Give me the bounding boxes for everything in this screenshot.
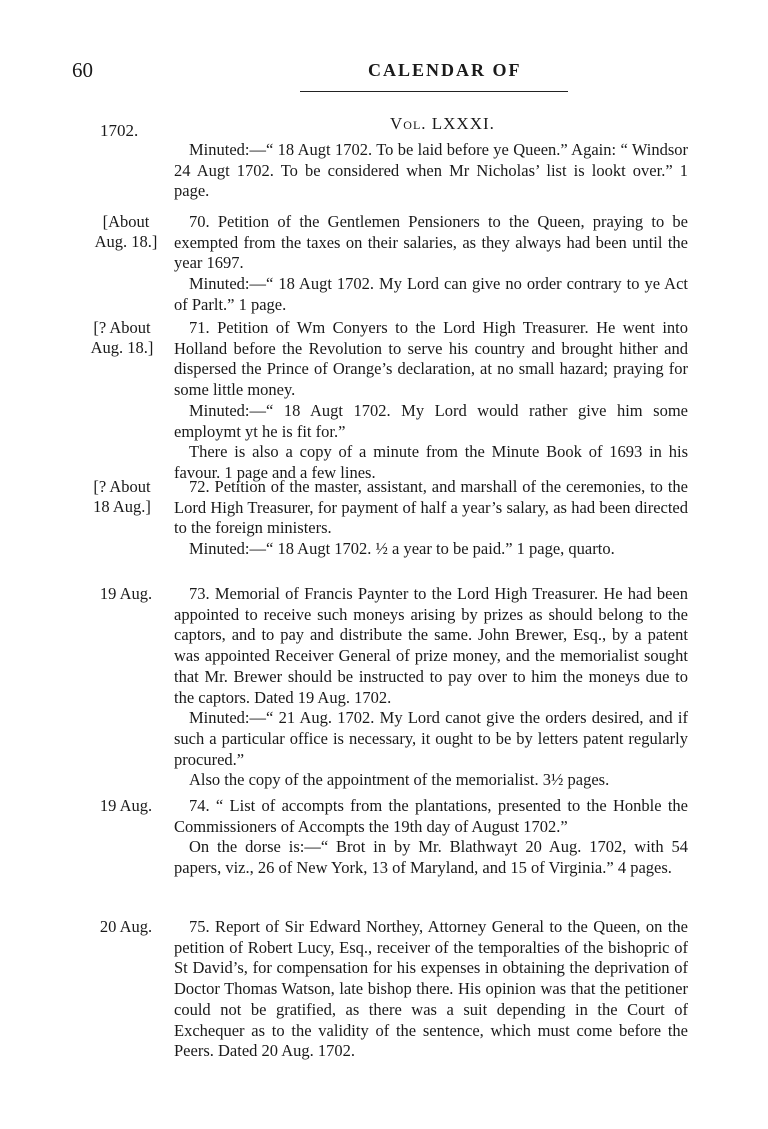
page-number: 60 (72, 58, 93, 82)
entry-date: [? About 18 Aug.] (93, 477, 151, 516)
entry-paragraph: 72. Petition of the master, assistant, and marshall of the ceremonies, to the Lord High Treasurer, for payment of half a year’s salary, as had been directed to the foreign ministers. (174, 477, 688, 538)
entry-body (174, 796, 688, 879)
entry-body (174, 212, 688, 316)
entry-date: [? About Aug. 18.] (90, 318, 154, 357)
entry-minute: Minuted:—“ 18 Augt 1702. My Lord can give no order contrary to ye Act of Parlt.” 1 page. (174, 274, 688, 314)
volume-heading: Vol. LXXXI. (390, 114, 495, 133)
entry-minute: Minuted:—“ 21 Aug. 1702. My Lord canot give the orders desired, and if such a particular office is necessary, it ought to be by letters patent regularly procured.” (174, 708, 688, 769)
entry-note: Also the copy of the appointment of the memorialist. 3½ pages. (189, 770, 610, 790)
entry-body (174, 140, 688, 202)
entry-paragraph: 74. “ List of accompts from the plantations, presented to the Honble the Commissioners of Accompts the 19th day of August 1702.” (174, 796, 688, 836)
year-marginal: 1702. (100, 121, 139, 140)
entry-date: 20 Aug. (99, 917, 153, 936)
entry-minute: Minuted:—“ 18 Augt 1702. ½ a year to be paid.” 1 page, quarto. (189, 539, 615, 559)
entry-body (174, 917, 688, 1062)
entry-date: 19 Aug. (99, 796, 153, 815)
title-rule (300, 91, 568, 92)
entry-paragraph: 75. Report of Sir Edward Northey, Attorney General to the Queen, on the petition of Robert Lucy, Esq., receiver of the temporalties of the bishopric of St David’s, for compensation for his expenses in obtaining the deprivation of Doctor Thomas Watson, late bishop there. His opinion was that the petitioner could not be gratified, as there was a suit depending in the Court of Exchequer as to the validity of the sentence, which must come before the Peers. Dated 20 Aug. 1702. (174, 917, 688, 1061)
entry-body (174, 584, 688, 791)
entry-note: On the dorse is:—“ Brot in by Mr. Blathwayt 20 Aug. 1702, with 54 papers, viz., 26 of New York, 13 of Maryland, and 15 of Virginia.” 4 pages. (174, 837, 688, 878)
entry-body (174, 477, 688, 560)
entry-paragraph: 70. Petition of the Gentlemen Pensioners to the Queen, praying to be exempted from the taxes on their salaries, as they always had been until the year 1697. (174, 212, 688, 273)
entry-body (174, 318, 688, 484)
entry-note: There is also a copy of a minute from the Minute Book of 1693 in his favour. 1 page and a few lines. (174, 442, 688, 482)
entry-paragraph: Minuted:—“ 18 Augt 1702. To be laid before ye Queen.” Again: “ Windsor 24 Augt 1702. To be considered when Mr Nicholas’ list is lookt over.” 1 page. (174, 140, 688, 201)
entry-paragraph: 71. Petition of Wm Conyers to the Lord High Treasurer. He went into Holland before the Revolution to serve his country and brought hither and dispersed the Prince of Orange’s declaration, at no small hazard; praying for some little money. (174, 318, 688, 400)
entry-date: 19 Aug. (99, 584, 153, 603)
entry-minute: Minuted:—“ 18 Augt 1702. My Lord would rather give him some employmt yt he is fit for.” (174, 400, 688, 441)
entry-date: [About Aug. 18.] (94, 212, 158, 251)
entry-paragraph: 73. Memorial of Francis Paynter to the Lord High Treasurer. He had been appointed to receive such moneys arising by prizes as should belong to the captors, and to pay and distribute the same. John Brewer, Esq., by a patent was appointed Receiver General of prize money, and the memorialist sought that Mr. Brewer should be instructed to pay over to him the moneys due to the captors. Dated 19 Aug. 1702. (174, 584, 688, 707)
running-title: CALENDAR OF (368, 60, 522, 80)
